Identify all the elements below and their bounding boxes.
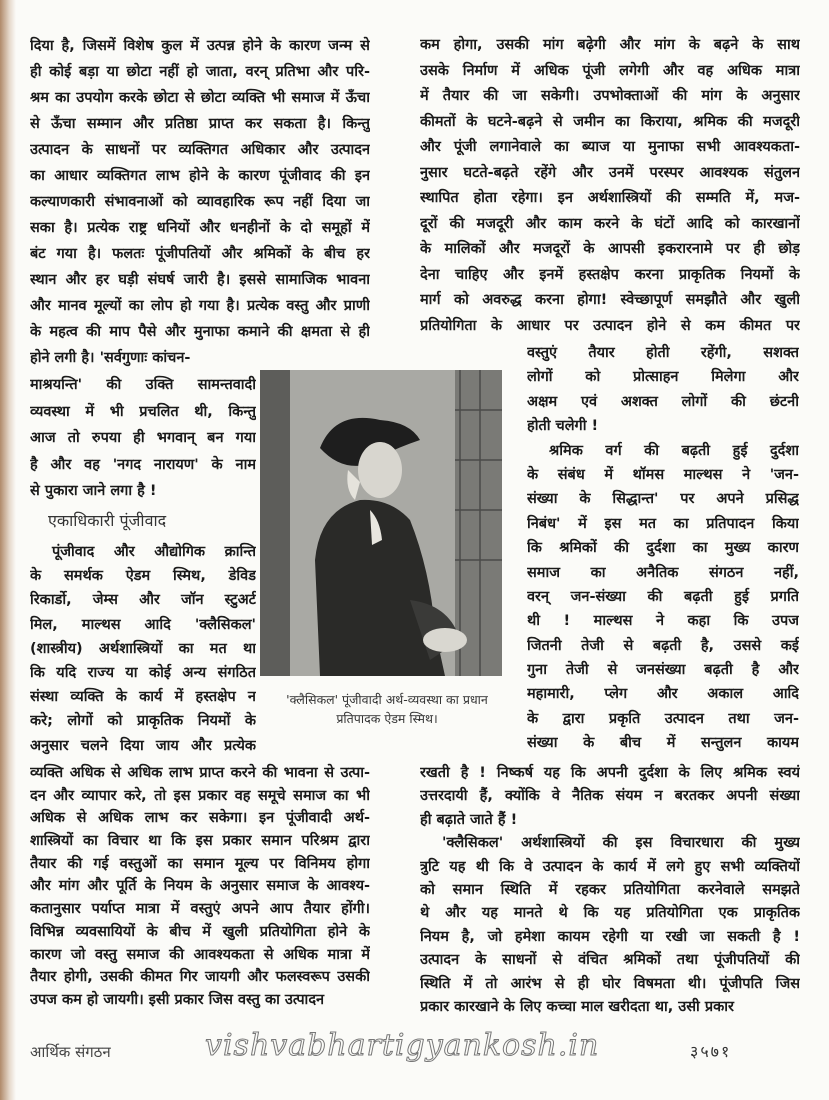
text-line: 'क्लैसिकल' अर्थशास्त्रियों की इस विचारधारा की मुख्य [442,835,800,852]
text-line: रिकार्डो, जेम्स और जॉन स्टुअर्ट [30,592,256,609]
text-line: श्रमिक वर्ग की बढ़ती हुई दुर्दशा [549,442,799,459]
text-line: थे और यह मानते थे कि यह प्रतियोगिता एक प्राकृतिक [420,905,800,922]
text-line: मिल, माल्थस आदि 'क्लैसिकल' [30,616,256,633]
text-line: तैयार की गई वस्तुओं का समान मूल्य पर विनिमय होगा [30,855,370,872]
text-line: महामारी, प्लेग और अकाल आदि [527,686,799,703]
text-line: उत्पादन के साधनों से वंचित श्रमिकों तथा पूंजीपतियों की [420,952,800,969]
text-line: है और वह 'नगद नारायण' के नाम [30,456,256,473]
text-line: से ऊँचा सम्मान और प्रतिष्ठा प्राप्त कर सकता है। किन्तु [30,116,370,132]
text-line: उपज कम हो जायगी। इसी प्रकार जिस वस्तु का उत्पादन [30,991,325,1008]
text-line: कल्याणकारी संभावनाओं को व्यावहारिक रूप नहीं दिया जा [30,194,370,210]
page-number: ३५७१ [690,1042,732,1061]
text-line: स्थिति में तो आरंभ से ही घोर विषमता थी। पूंजीपति जिस [420,975,800,992]
left-column-section [30,540,256,758]
text-line: श्रम का उपयोग करके छोटा से छोटा व्यक्ति भी समाज में ऊँचा [30,90,370,106]
text-line: कि यदि राज्य या कोई अन्य संगठित [30,664,256,681]
text-line: और मानव मूल्यों का लोप हो गया है। प्रत्येक वस्तु और प्राणी [30,298,370,314]
text-line: स्थान और हर घड़ी संघर्ष जारी है। इससे सामाजिक भावना [30,272,370,288]
text-line: कारण जो वस्तु समाज की आवश्यकता से अधिक मात्रा में [30,946,370,963]
right-column-top [420,33,800,339]
text-line: वरन् जन-संख्या की बढ़ती हुई प्रगति [527,588,799,605]
adam-smith-portrait [260,370,502,676]
left-column-narrow [30,372,256,505]
text-line: प्रकार कारखाने के लिए कच्चा माल खरीदता था, उसी प्रकार [420,998,734,1015]
text-line: दूरों की मजदूरी और काम करने के घंटों आदि को कारखानों [420,215,800,232]
text-line: थी ! माल्थस ने कहा कि उपज [527,613,799,630]
text-line: देना चाहिए और इनमें हस्तक्षेप करना प्राकृतिक नियमों के [420,266,800,283]
text-line: से पुकारा जाने लगा है ! [30,483,157,499]
text-line: को समान स्थिति में रहकर प्रतियोगिता करनेवाले समझते [420,881,800,898]
text-line: अनुसार चलने दिया जाय और प्रत्येक [30,737,256,754]
text-line: दन और व्यापार करे, तो इस प्रकार वह समूचे समाज का भी [30,787,370,804]
text-line: प्रतियोगिता के आधार पर उत्पादन होने से कम कीमत पर [420,317,800,334]
text-line: बंट गया है। फलतः पूंजीपतियों और श्रमिकों के बीच हर [30,246,370,262]
page-edge-shadow [0,0,16,1100]
footer-section-title: आर्थिक संगठन [30,1043,111,1061]
text-line: के द्वारा प्रकृति उत्पादन तथा जन- [527,710,799,727]
text-line: संख्या के सिद्धान्त' पर अपने प्रसिद्ध [527,491,799,508]
text-line: तैयार होगी, उसकी कीमत गिर जायगी और फलस्वरूप उसकी [30,969,370,986]
text-line: रखती है ! निष्कर्ष यह कि अपनी दुर्दशा के लिए श्रमिक स्वयं [420,765,800,781]
text-line: के मालिकों और मजदूरों के आपसी इकरारनामे पर ही छोड़ [420,241,800,257]
text-line: व्यक्ति अधिक से अधिक लाभ प्राप्त करने की भावना से उत्पा- [30,765,370,781]
left-column-bottom [30,762,370,1012]
text-line: माश्रयन्ति' की उक्ति सामन्तवादी [30,377,256,393]
text-line: उत्तरदायी हैं, क्योंकि वे नैतिक संयम न बरतकर अपनी संख्या [420,788,800,805]
left-column-top [30,33,370,371]
text-line: सका है। प्रत्येक राष्ट्र धनियों और धनहीनों के दो समूहों में [30,220,370,236]
text-line: (शास्त्रीय) अर्थशास्त्रियों का मत था [30,640,256,657]
text-line: नियम है, जो हमेशा कायम रहेगी या रखी जा सकती है ! [420,928,800,945]
text-line: कीमतों के घटने-बढ़ने से जमीन का किराया, श्रमिक की मजदूरी [420,113,800,130]
text-line: होने लगी है। 'सर्वगुणाः कांचन- [30,350,191,366]
text-line: पूंजीवाद और औद्योगिक क्रान्ति [52,544,256,560]
right-column-narrow [527,341,799,756]
text-line: गुना तेजी से जनसंख्या बढ़ती है और [527,662,799,679]
text-line: मार्ग को अवरुद्ध करना होगा! स्वेच्छापूर्ण समझौते और खुली [420,292,800,308]
text-line: कम होगा, उसकी मांग बढ़ेगी और मांग के बढ़ने के साथ [420,37,800,53]
text-line: करे; लोगों को प्राकृतिक नियमों के [30,713,256,730]
text-line: में तैयार की जा सकेगी। उपभोक्ताओं की मांग के अनुसार [420,88,800,104]
text-line: ही बढ़ाते जाते हैं ! [420,811,518,828]
text-line: उत्पादन के साधनों पर व्यक्तिगत अधिकार और उत्पादन [30,142,370,158]
text-line: वस्तुएं तैयार होती रहेंगी, सशक्त [527,345,799,361]
text-line: निबंध' में इस मत का प्रतिपादन किया [527,515,799,532]
text-line: कि श्रमिकों की दुर्दशा का मुख्य कारण [527,540,799,557]
text-line: संख्या के बीच में सन्तुलन कायम [527,735,799,752]
text-line: उसके निर्माण में अधिक पूंजी लगेगी और वह अधिक मात्रा [420,62,800,79]
text-line: शास्त्रियों का विचार था कि इस प्रकार समान परिश्रम द्वारा [30,833,370,850]
text-line: ही कोई बड़ा या छोटा नहीं हो जाता, वरन् प्रतिभा और परि- [30,64,370,80]
text-line: के समर्थक ऐडम स्मिथ, डेविड [30,568,256,585]
text-line: व्यवस्था में भी प्रचलित थी, किन्तु [30,403,256,420]
section-heading: एकाधिकारी पूंजीवाद [48,511,167,530]
text-line: अक्षम एवं अशक्त लोगों की छंटनी [527,393,799,410]
text-line: समाज का अनैतिक संगठन नहीं, [527,564,799,581]
text-line: और मांग और पूर्ति के नियम के अनुसार समाज के आवश्य- [30,878,370,895]
text-line: विभिन्न व्यवसायियों के बीच में खुली प्रतियोगिता होने के [30,923,370,940]
text-line: होती चलेगी ! [527,418,599,435]
text-line: संस्था व्यक्ति के कार्य में हस्तक्षेप न [30,689,256,706]
text-line: के संबंध में थॉमस माल्थस ने 'जन- [527,466,799,483]
photo-caption [262,690,512,728]
caption-line: 'क्लैसिकल' पूंजीवादी अर्थ-व्यवस्था का प्रधान [286,692,488,707]
text-line: कतानुसार पर्याप्त मात्रा में वस्तुएं अपने आप तैयार होंगी। [30,901,370,918]
text-line: दिया है, जिसमें विशेष कुल में उत्पन्न होने के कारण जन्म से [30,38,370,54]
text-line: लोगों को प्रोत्साहन मिलेगा और [527,369,799,386]
watermark: vishvabhartigyankosh.in [205,1028,600,1063]
text-line: आज तो रुपया ही भगवान् बन गया [30,430,256,446]
right-column-bottom [420,762,800,1019]
text-line: और पूंजी लगानेवाले का ब्याज या मुनाफा सभी आवश्यकता- [420,139,800,155]
text-line: अधिक से अधिक लाभ कर सकेगा। इन पूंजीवादी अर्थ- [30,810,370,827]
text-line: के महत्व की माप पैसे और मुनाफा कमाने की क्षमता से ही [30,324,370,340]
text-line: जितनी तेजी से बढ़ती है, उससे कई [527,637,799,654]
caption-line: प्रतिपादक ऐडम स्मिथ। [336,711,438,726]
text-line: नुसार घटते-बढ़ते रहेंगे और उनमें परस्पर आवश्यक संतुलन [420,164,800,181]
text-line: का आधार व्यक्तिगत लाभ होने के कारण पूंजीवाद की इन [30,168,370,184]
text-line: स्थापित होता रहेगा। इन अर्थशास्त्रियों की सम्मति में, मज- [420,190,800,206]
text-line: त्रुटि यह थी कि वे उत्पादन के कार्य में लगे हुए सभी व्यक्तियों [420,858,800,875]
